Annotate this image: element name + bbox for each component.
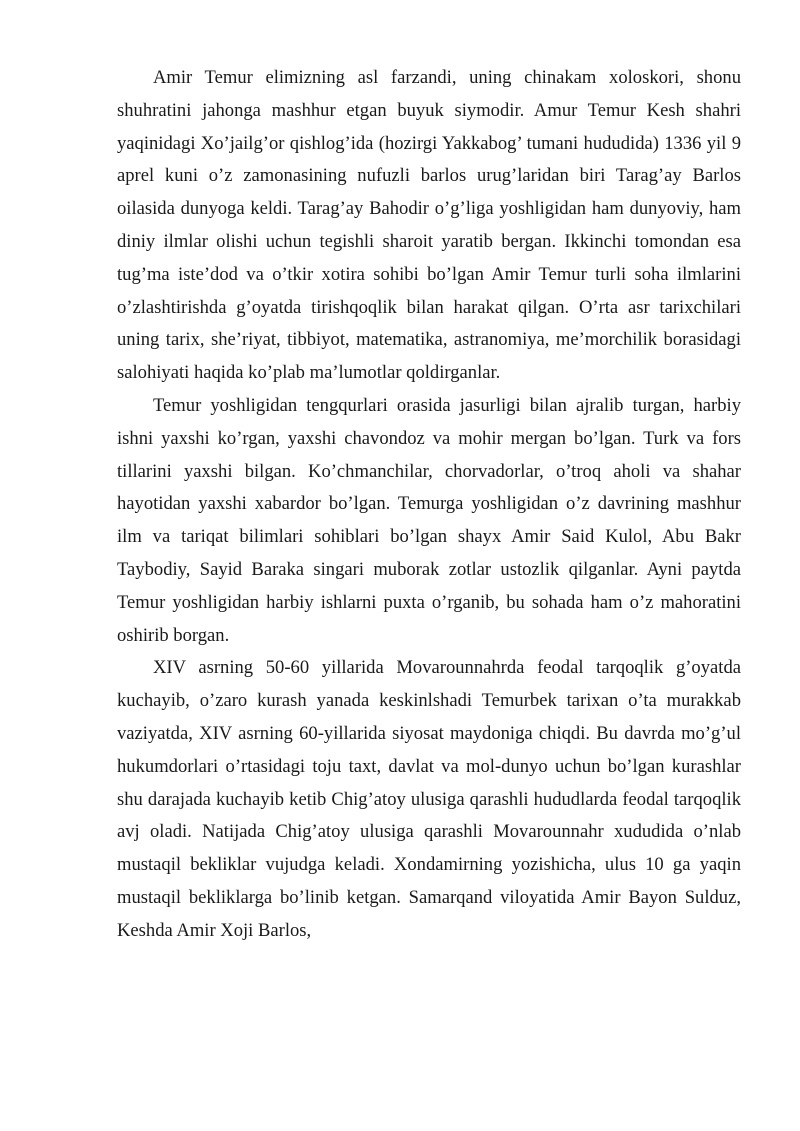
paragraph-amir-temur-biography: Amir Temur elimizning asl farzandi, uning chinakam xoloskori, shonu shuhratini jahonga mashhur etgan buyuk siymodir. Amur Temur Kesh shahri yaqinidagi Xo’jailg’or qishlog’ida (hozirgi Yakkabog’ tumani hududida) 1336 yil 9 aprel kuni o’z zamonasining nufuzli barlos urug’laridan biri Tarag’ay Barlos oilasida dunyoga keldi. Tarag’ay Bahodir o’g’liga yoshligidan ham dunyoviy, ham diniy ilmlar olishi uchun tegishli sharoit yaratib bergan. Ikkinchi tomondan esa tug’ma iste’dod va o’tkir xotira sohibi bo’lgan Amir Temur turli soha ilmlarini o’zlashtirishda g’oyatda tirishqoqlik bilan harakat qilgan. O’rta asr tarixchilari uning tarix, she’riyat, tibbiyot, matematika, astranomiya, me’morchilik borasidagi salohiyati haqida ko’plab ma’lumotlar qoldirganlar.: [117, 67, 741, 384]
paragraph-temur-youth: Temur yoshligidan tengqurlari orasida jasurligi bilan ajralib turgan, harbiy ishni yaxshi ko’rgan, yaxshi chavondoz va mohir mergan bo’lgan. Turk va fors tillarini yaxshi bilgan. Ko’chmanchilar, chorvadorlar, o’troq aholi va shahar hayotidan yaxshi xabardor bo’lgan. Temurga yoshligidan o’z davrining mashhur ilm va tariqat bilimlari sohiblari bo’lgan shayx Amir Said Kulol, Abu Bakr Taybodiy, Sayid Baraka singari muborak zotlar ustozlik qilganlar. Ayni paytda Temur yoshligidan harbiy ishlarni puxta o’rganib, bu sohada ham o’z mahoratini oshirib borgan.: [117, 394, 741, 646]
paragraph-14th-century-politics: XIV asrning 50-60 yillarida Movarounnahrda feodal tarqoqlik g’oyatda kuchayib, o’zaro kurash yanada keskinlshadi Temurbek tarixan o’ta murakkab vaziyatda, XIV asrning 60-yillarida siyosat maydoniga chiqdi. Bu davrda mo’g’ul hukumdorlari o’rtasidagi toju taxt, davlat va mol-dunyo uchun bo’lgan kurashlar shu darajada kuchayib ketib Chig’atoy ulusiga qarashli hududlarda feodal tarqoqlik avj oladi. Natijada Chig’atoy ulusiga qarashli Movarounnahr xududida o’nlab mustaqil bekliklar vujudga keladi. Xondamirning yozishicha, ulus 10 ga yaqin mustaqil bekliklarga bo’linib ketgan. Samarqand viloyatida Amir Bayon Sulduz, Keshda Amir Xoji Barlos,: [117, 657, 741, 941]
document-page: [117, 62, 741, 948]
